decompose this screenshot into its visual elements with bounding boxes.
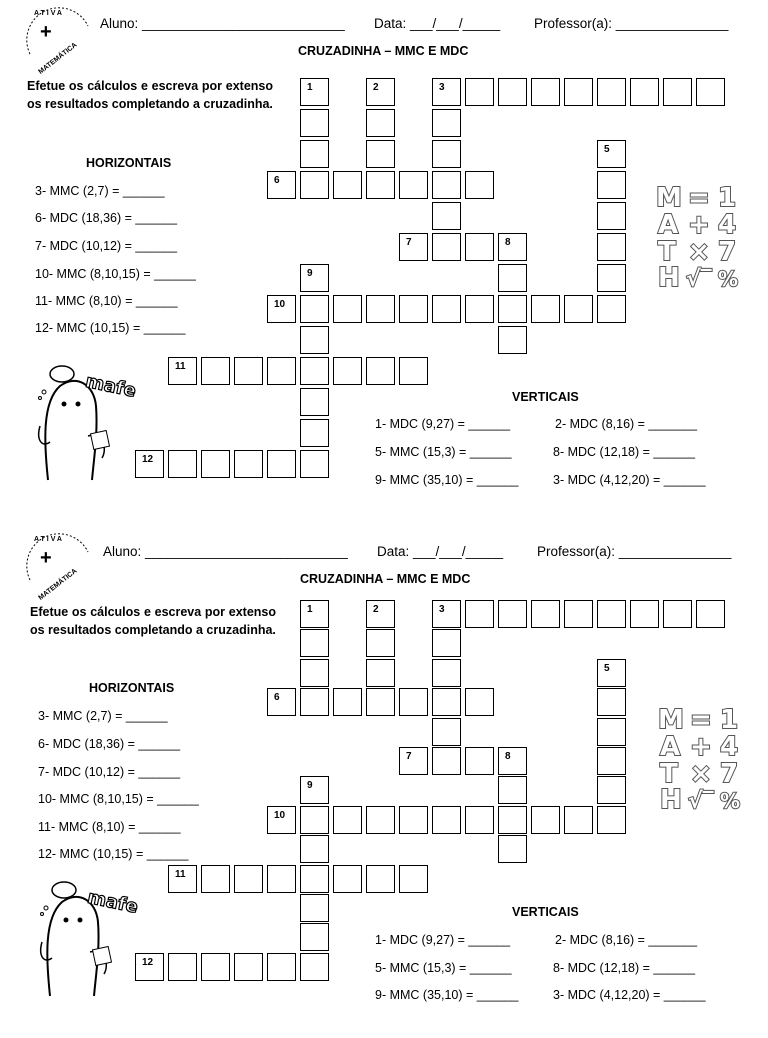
student-name-field[interactable]: Aluno: ___________________________ xyxy=(103,544,348,559)
crossword-cell[interactable] xyxy=(432,78,461,106)
svg-text:+: + xyxy=(40,21,52,43)
clue-h7: 7- MDC (10,12) = ______ xyxy=(38,765,181,779)
crossword-cell[interactable] xyxy=(366,109,395,137)
crossword-cell[interactable] xyxy=(300,171,329,199)
crossword-cell[interactable] xyxy=(300,688,329,716)
clue-v9: 9- MMC (35,10) = ______ xyxy=(375,988,519,1002)
svg-text:mafe: mafe xyxy=(85,886,140,918)
crossword-cell[interactable] xyxy=(300,264,329,292)
crossword-cell[interactable] xyxy=(201,953,230,981)
crossword-cell[interactable] xyxy=(234,953,263,981)
crossword-cell[interactable] xyxy=(399,357,428,385)
crossword-cell[interactable] xyxy=(630,600,659,628)
crossword-number: 10 xyxy=(274,809,286,821)
clue-h3: 3- MMC (2,7) = ______ xyxy=(38,709,168,723)
crossword-number: 11 xyxy=(175,361,186,372)
clue-v3: 3- MDC (4,12,20) = ______ xyxy=(553,473,706,487)
crossword-cell[interactable] xyxy=(564,78,593,106)
crossword-cell[interactable] xyxy=(300,923,329,951)
student-name-field[interactable]: Aluno: ___________________________ xyxy=(100,16,345,31)
crossword-cell[interactable] xyxy=(597,233,626,261)
crossword-number: 2 xyxy=(373,604,379,615)
svg-text:T: T xyxy=(658,237,676,267)
crossword-cell[interactable] xyxy=(597,718,626,746)
date-field[interactable]: Data: ___/___/_____ xyxy=(377,544,504,559)
svg-text:%: % xyxy=(720,789,741,813)
crossword-cell[interactable] xyxy=(366,295,395,323)
verticais-heading: VERTICAIS xyxy=(512,390,579,404)
crossword-cell[interactable] xyxy=(465,688,494,716)
crossword-cell[interactable] xyxy=(597,806,626,834)
crossword-cell[interactable] xyxy=(597,264,626,292)
crossword-cell[interactable] xyxy=(234,450,263,478)
crossword-cell[interactable] xyxy=(432,202,461,230)
svg-text:A: A xyxy=(660,732,681,762)
crossword-cell[interactable] xyxy=(399,295,428,323)
crossword-cell[interactable] xyxy=(333,171,362,199)
worksheet-bottom xyxy=(0,526,768,1038)
crossword-number: 7 xyxy=(406,751,412,762)
crossword-number: 5 xyxy=(604,662,610,674)
crossword-number: 1 xyxy=(307,604,313,615)
crossword-cell[interactable] xyxy=(432,688,461,716)
svg-text:7: 7 xyxy=(718,237,737,267)
clue-h6: 6- MDC (18,36) = ______ xyxy=(38,737,181,751)
crossword-cell[interactable] xyxy=(465,600,494,628)
horizontais-heading: HORIZONTAIS xyxy=(86,156,172,170)
crossword-cell[interactable] xyxy=(696,600,725,628)
svg-text:√‾: √‾ xyxy=(686,267,712,292)
crossword-cell[interactable] xyxy=(465,78,494,106)
crossword-cell[interactable] xyxy=(234,865,263,893)
crossword-cell[interactable] xyxy=(300,659,329,687)
crossword-cell[interactable] xyxy=(432,171,461,199)
crossword-number: 1 xyxy=(307,82,313,93)
crossword-cell[interactable] xyxy=(267,865,296,893)
crossword-cell[interactable] xyxy=(597,600,626,628)
crossword-cell[interactable] xyxy=(498,776,527,804)
worksheet-top xyxy=(0,0,768,512)
svg-text:A: A xyxy=(658,210,679,240)
crossword-cell[interactable] xyxy=(399,806,428,834)
svg-text:M: M xyxy=(656,183,682,213)
crossword-cell[interactable] xyxy=(597,747,626,775)
crossword-cell[interactable] xyxy=(465,747,494,775)
svg-text:1: 1 xyxy=(718,183,737,213)
crossword-number: 7 xyxy=(406,237,412,248)
crossword-cell[interactable] xyxy=(432,140,461,168)
crossword-cell[interactable] xyxy=(267,688,296,716)
crossword-cell[interactable] xyxy=(465,806,494,834)
crossword-cell[interactable] xyxy=(366,140,395,168)
svg-text:M: M xyxy=(658,705,684,735)
crossword-cell[interactable] xyxy=(597,78,626,106)
crossword-cell[interactable] xyxy=(498,233,527,261)
crossword-cell[interactable] xyxy=(201,357,230,385)
svg-text:×: × xyxy=(690,759,712,789)
svg-text:7: 7 xyxy=(720,759,739,789)
crossword-cell[interactable] xyxy=(168,357,197,385)
crossword-number: 12 xyxy=(142,956,154,968)
crossword-cell[interactable] xyxy=(465,233,494,261)
crossword-number: 6 xyxy=(274,175,280,186)
horizontais-heading: HORIZONTAIS xyxy=(89,681,175,695)
svg-text:+: + xyxy=(40,547,52,569)
crossword-cell[interactable] xyxy=(300,776,329,804)
clue-h7: 7- MDC (10,12) = ______ xyxy=(35,239,178,253)
math-letters-icon xyxy=(654,180,744,292)
crossword-cell[interactable] xyxy=(366,600,395,628)
crossword-cell[interactable] xyxy=(300,835,329,863)
clue-v8: 8- MDC (12,18) = ______ xyxy=(553,961,696,975)
crossword-cell[interactable] xyxy=(432,806,461,834)
clue-v3: 3- MDC (4,12,20) = ______ xyxy=(553,988,706,1002)
clue-h10: 10- MMC (8,10,15) = ______ xyxy=(38,792,199,806)
crossword-number: 2 xyxy=(373,82,379,93)
crossword-number: 5 xyxy=(604,144,610,155)
crossword-cell[interactable] xyxy=(663,78,692,106)
crossword-cell[interactable] xyxy=(564,806,593,834)
crossword-cell[interactable] xyxy=(597,688,626,716)
svg-text:√‾: √‾ xyxy=(688,789,714,814)
svg-text:×: × xyxy=(688,237,710,267)
crossword-cell[interactable] xyxy=(300,450,329,478)
crossword-cell[interactable] xyxy=(399,171,428,199)
crossword-cell[interactable] xyxy=(498,806,527,834)
mascot-illustration-icon xyxy=(32,362,138,482)
crossword-cell[interactable] xyxy=(597,140,626,168)
crossword-cell[interactable] xyxy=(267,171,296,199)
crossword-cell[interactable] xyxy=(267,357,296,385)
crossword-number: 12 xyxy=(142,454,154,465)
clue-v2: 2- MDC (8,16) = _______ xyxy=(555,417,698,431)
date-field[interactable]: Data: ___/___/_____ xyxy=(374,16,501,31)
crossword-cell[interactable] xyxy=(333,806,362,834)
crossword-cell[interactable] xyxy=(531,806,560,834)
crossword-cell[interactable] xyxy=(168,865,197,893)
crossword-cell[interactable] xyxy=(333,688,362,716)
crossword-cell[interactable] xyxy=(498,326,527,354)
svg-text:%: % xyxy=(718,267,739,291)
crossword-cell[interactable] xyxy=(399,747,428,775)
crossword-cell[interactable] xyxy=(300,865,329,893)
clue-h12: 12- MMC (10,15) = ______ xyxy=(35,321,186,335)
svg-text:4: 4 xyxy=(720,732,739,762)
svg-text:MATEMÁTICA: MATEMÁTICA xyxy=(37,567,79,602)
crossword-cell[interactable] xyxy=(366,806,395,834)
crossword-cell[interactable] xyxy=(399,688,428,716)
crossword-number: 6 xyxy=(274,692,280,704)
crossword-cell[interactable] xyxy=(498,264,527,292)
crossword-cell[interactable] xyxy=(432,718,461,746)
crossword-cell[interactable] xyxy=(564,600,593,628)
svg-text:+: + xyxy=(688,210,710,240)
clue-h6: 6- MDC (18,36) = ______ xyxy=(35,211,178,225)
crossword-cell[interactable] xyxy=(597,659,626,687)
crossword-cell[interactable] xyxy=(432,659,461,687)
page-title: CRUZADINHA – MMC E MDC xyxy=(298,44,469,58)
clue-v5: 5- MMC (15,3) = ______ xyxy=(375,445,512,459)
crossword-number: 9 xyxy=(307,780,313,792)
crossword-cell[interactable] xyxy=(531,295,560,323)
crossword-number: 10 xyxy=(274,299,286,310)
crossword-cell[interactable] xyxy=(300,894,329,922)
crossword-cell[interactable] xyxy=(366,865,395,893)
crossword-number: 8 xyxy=(505,751,511,762)
crossword-cell[interactable] xyxy=(333,357,362,385)
crossword-cell[interactable] xyxy=(696,78,725,106)
svg-text:H: H xyxy=(658,263,680,293)
crossword-cell[interactable] xyxy=(300,78,329,106)
crossword-cell[interactable] xyxy=(267,450,296,478)
crossword-cell[interactable] xyxy=(333,295,362,323)
crossword-cell[interactable] xyxy=(267,953,296,981)
svg-text:ATIVA: ATIVA xyxy=(34,10,64,17)
clue-v8: 8- MDC (12,18) = ______ xyxy=(553,445,696,459)
crossword-cell[interactable] xyxy=(432,600,461,628)
clue-v5: 5- MMC (15,3) = ______ xyxy=(375,961,512,975)
crossword-number: 3 xyxy=(439,82,445,93)
crossword-cell[interactable] xyxy=(300,109,329,137)
crossword-cell[interactable] xyxy=(597,202,626,230)
clue-v1: 1- MDC (9,27) = ______ xyxy=(375,933,511,947)
crossword-cell[interactable] xyxy=(465,295,494,323)
clue-v2: 2- MDC (8,16) = _______ xyxy=(555,933,698,947)
crossword-cell[interactable] xyxy=(366,659,395,687)
crossword-cell[interactable] xyxy=(498,295,527,323)
crossword-cell[interactable] xyxy=(597,171,626,199)
crossword-cell[interactable] xyxy=(498,600,527,628)
clue-h10: 10- MMC (8,10,15) = ______ xyxy=(35,267,196,281)
crossword-cell[interactable] xyxy=(432,109,461,137)
crossword-cell[interactable] xyxy=(300,629,329,657)
crossword-cell[interactable] xyxy=(498,78,527,106)
crossword-cell[interactable] xyxy=(498,835,527,863)
svg-text:MATEMÁTICA: MATEMÁTICA xyxy=(37,41,79,76)
crossword-cell[interactable] xyxy=(597,776,626,804)
crossword-cell[interactable] xyxy=(432,629,461,657)
crossword-number: 8 xyxy=(505,237,511,248)
clue-h3: 3- MMC (2,7) = ______ xyxy=(35,184,165,198)
crossword-cell[interactable] xyxy=(300,953,329,981)
svg-text:=: = xyxy=(690,705,712,735)
crossword-cell[interactable] xyxy=(432,233,461,261)
svg-text:=: = xyxy=(688,183,710,213)
crossword-cell[interactable] xyxy=(300,326,329,354)
clue-v9: 9- MMC (35,10) = ______ xyxy=(375,473,519,487)
crossword-cell[interactable] xyxy=(300,140,329,168)
crossword-cell[interactable] xyxy=(366,357,395,385)
crossword-cell[interactable] xyxy=(300,806,329,834)
crossword-cell[interactable] xyxy=(432,295,461,323)
teacher-field[interactable]: Professor(a): _______________ xyxy=(534,16,729,31)
crossword-cell[interactable] xyxy=(663,600,692,628)
svg-text:H: H xyxy=(660,785,682,815)
crossword-number: 3 xyxy=(439,604,445,615)
clue-v1: 1- MDC (9,27) = ______ xyxy=(375,417,511,431)
crossword-cell[interactable] xyxy=(465,171,494,199)
crossword-cell[interactable] xyxy=(366,171,395,199)
crossword-cell[interactable] xyxy=(300,600,329,628)
verticais-heading: VERTICAIS xyxy=(512,905,579,919)
crossword-cell[interactable] xyxy=(432,747,461,775)
crossword-cell[interactable] xyxy=(201,865,230,893)
crossword-cell[interactable] xyxy=(135,953,164,981)
clue-h11: 11- MMC (8,10) = ______ xyxy=(35,294,178,308)
clue-h12: 12- MMC (10,15) = ______ xyxy=(38,847,189,861)
crossword-cell[interactable] xyxy=(564,295,593,323)
crossword-cell[interactable] xyxy=(366,688,395,716)
instructions: Efetue os cálculos e escreva por extenso os resultados completando a cruzadinha. xyxy=(30,605,276,637)
crossword-cell[interactable] xyxy=(267,295,296,323)
crossword-cell[interactable] xyxy=(300,295,329,323)
crossword-cell[interactable] xyxy=(630,78,659,106)
crossword-cell[interactable] xyxy=(300,388,329,416)
crossword-number: 11 xyxy=(175,868,186,880)
crossword-cell[interactable] xyxy=(531,78,560,106)
crossword-cell[interactable] xyxy=(168,953,197,981)
crossword-cell[interactable] xyxy=(201,450,230,478)
crossword-cell[interactable] xyxy=(531,600,560,628)
crossword-cell[interactable] xyxy=(333,865,362,893)
crossword-cell[interactable] xyxy=(597,295,626,323)
crossword-cell[interactable] xyxy=(366,78,395,106)
svg-text:ATIVA: ATIVA xyxy=(34,536,64,543)
crossword-cell[interactable] xyxy=(267,806,296,834)
svg-text:1: 1 xyxy=(720,705,739,735)
crossword-cell[interactable] xyxy=(366,629,395,657)
crossword-cell[interactable] xyxy=(234,357,263,385)
svg-text:4: 4 xyxy=(718,210,737,240)
crossword-cell[interactable] xyxy=(399,865,428,893)
svg-text:+: + xyxy=(690,732,712,762)
page-title: CRUZADINHA – MMC E MDC xyxy=(300,572,471,586)
crossword-number: 9 xyxy=(307,268,313,279)
instructions: Efetue os cálculos e escreva por extenso os resultados completando a cruzadinha. xyxy=(27,79,273,111)
crossword-cell[interactable] xyxy=(300,357,329,385)
teacher-field[interactable]: Professor(a): _______________ xyxy=(537,544,732,559)
crossword-cell[interactable] xyxy=(135,450,164,478)
crossword-cell[interactable] xyxy=(168,450,197,478)
crossword-cell[interactable] xyxy=(498,747,527,775)
math-letters-icon xyxy=(656,702,746,814)
crossword-cell[interactable] xyxy=(399,233,428,261)
svg-text:T: T xyxy=(660,759,678,789)
svg-text:mafe: mafe xyxy=(83,370,138,402)
clue-h11: 11- MMC (8,10) = ______ xyxy=(38,820,181,834)
mascot-illustration-icon xyxy=(34,878,140,998)
crossword-cell[interactable] xyxy=(300,419,329,447)
